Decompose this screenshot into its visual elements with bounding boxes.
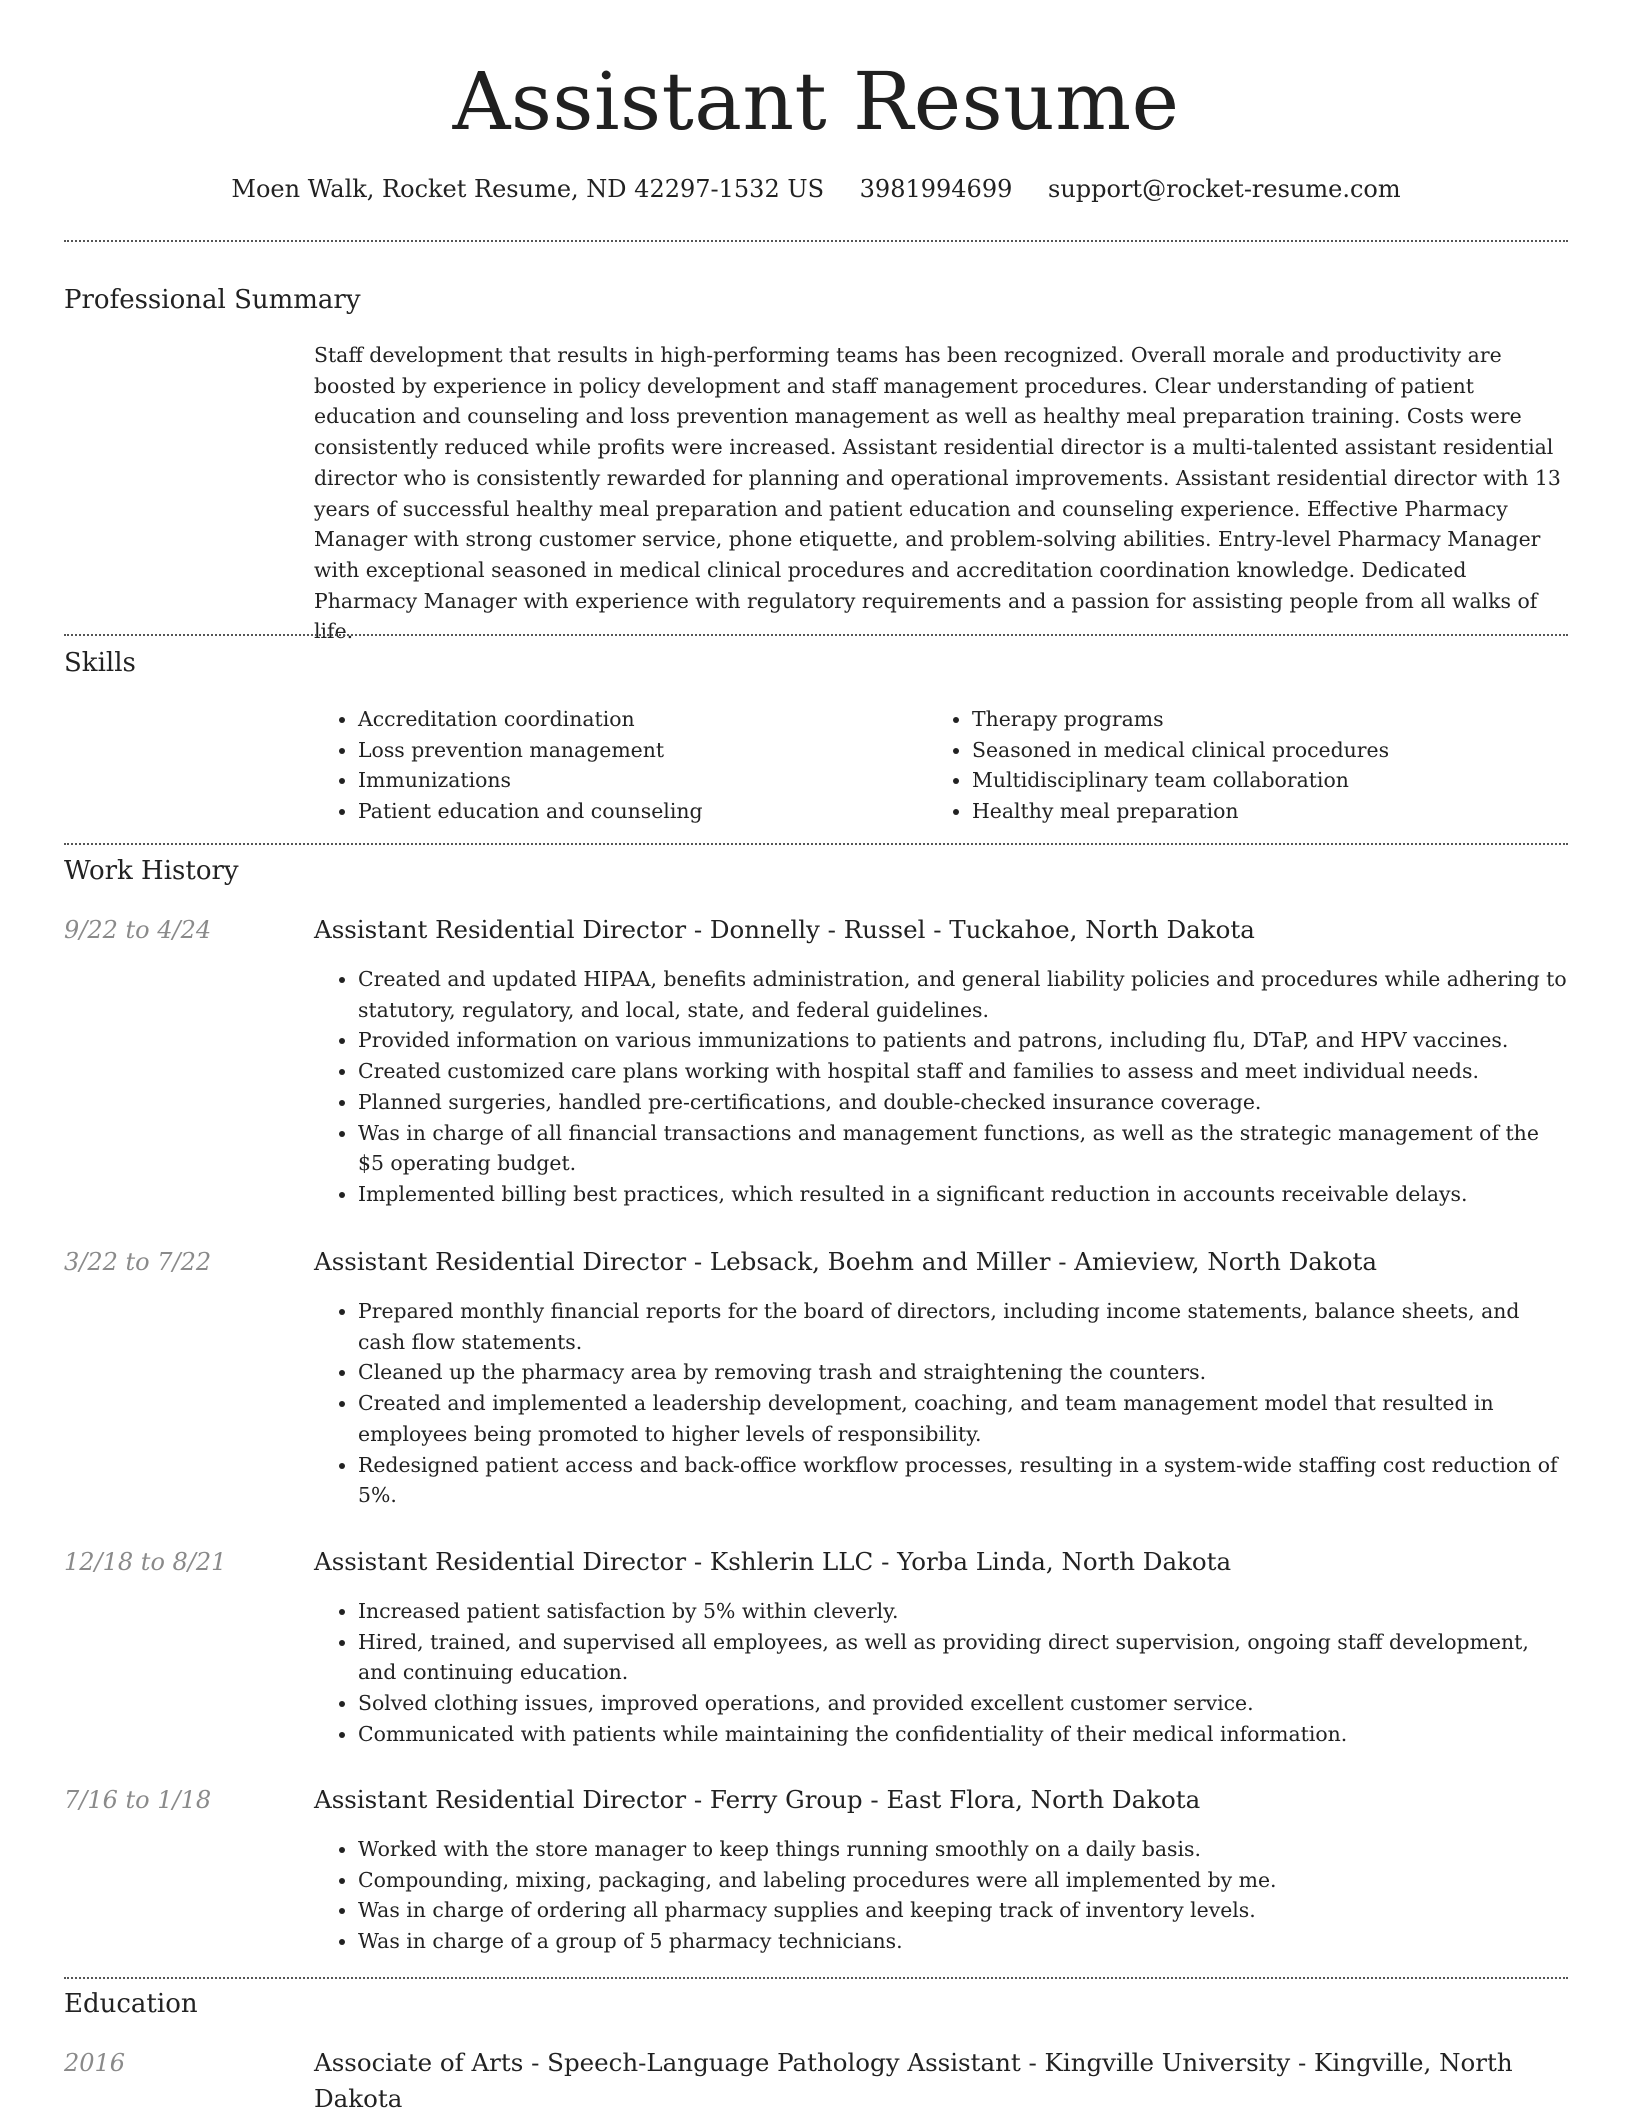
skill-item: • Loss prevention management	[358, 735, 914, 766]
education-date: 2016	[64, 2049, 126, 2077]
skill-item: • Immunizations	[358, 765, 914, 796]
job-bullet: • Was in charge of a group of 5 pharmacy technicians.	[358, 1926, 1570, 1957]
resume-title: Assistant Resume	[452, 55, 1180, 148]
section-title-work: Work History	[64, 856, 239, 886]
job-bullet: • Prepared monthly financial reports for the board of directors, including income statements, balance sheets, and cash flow statements.	[358, 1296, 1570, 1357]
job-bullet: • Created and implemented a leadership development, coaching, and team management model that resulted in employees being promoted to higher levels of responsibility.	[358, 1388, 1570, 1449]
job-bullet: • Worked with the store manager to keep things running smoothly on a daily basis.	[358, 1834, 1570, 1865]
job-title: Assistant Residential Director - Lebsack, Boehm and Miller - Amieview, North Dakota	[314, 1247, 1377, 1276]
divider	[64, 240, 1568, 242]
job-bullet: • Implemented billing best practices, which resulted in a significant reduction in accounts receivable delays.	[358, 1179, 1570, 1210]
skill-item: • Patient education and counseling	[358, 796, 914, 827]
skill-item: • Healthy meal preparation	[972, 796, 1568, 827]
contact-address: Moen Walk, Rocket Resume, ND 42297-1532 US	[231, 175, 825, 203]
job-bullet: • Compounding, mixing, packaging, and labeling procedures were all implemented by me.	[358, 1865, 1570, 1896]
job-bullet: • Increased patient satisfaction by 5% within cleverly.	[358, 1596, 1570, 1627]
divider	[64, 1977, 1568, 1979]
section-title-summary: Professional Summary	[64, 285, 361, 315]
skill-item: • Accreditation coordination	[358, 704, 914, 735]
job-date: 12/18 to 8/21	[64, 1548, 227, 1576]
job-bullets	[314, 1596, 1570, 1750]
job-bullet: • Solved clothing issues, improved operations, and provided excellent customer service.	[358, 1688, 1570, 1719]
contact-email[interactable]: support@rocket-resume.com	[1048, 175, 1401, 203]
section-title-education: Education	[64, 1989, 198, 2019]
job-bullet: • Was in charge of all financial transactions and management functions, as well as the strategic management of the $5 operating budget.	[358, 1118, 1570, 1179]
job-bullet: • Redesigned patient access and back-office workflow processes, resulting in a system-wide staffing cost reduction of 5%.	[358, 1450, 1570, 1511]
skill-item: • Multidisciplinary team collaboration	[972, 765, 1568, 796]
job-date: 9/22 to 4/24	[64, 916, 212, 944]
job-date: 7/16 to 1/18	[64, 1786, 212, 1814]
contact-line	[64, 170, 1568, 208]
section-title-skills: Skills	[64, 648, 136, 678]
job-bullet: • Hired, trained, and supervised all employees, as well as providing direct supervision, ongoing staff development, and continuing education.	[358, 1627, 1570, 1688]
job-bullets	[314, 1296, 1570, 1511]
job-title: Assistant Residential Director - Kshlerin LLC - Yorba Linda, North Dakota	[314, 1547, 1232, 1576]
job-bullets	[314, 1834, 1570, 1957]
job-title: Assistant Residential Director - Ferry Group - East Flora, North Dakota	[314, 1785, 1201, 1814]
job-title: Assistant Residential Director - Donnelly - Russel - Tuckahoe, North Dakota	[314, 915, 1255, 944]
skills-left-column	[314, 704, 914, 827]
education-title: Associate of Arts - Speech-Language Pathology Assistant - Kingville University - Kingville, North Dakota	[314, 2048, 1513, 2113]
skill-item: • Seasoned in medical clinical procedures	[972, 735, 1568, 766]
job-bullet: • Communicated with patients while maintaining the confidentiality of their medical information.	[358, 1719, 1570, 1750]
skills-right-column	[928, 704, 1568, 827]
job-bullet: • Cleaned up the pharmacy area by removing trash and straightening the counters.	[358, 1357, 1570, 1388]
skill-item: • Therapy programs	[972, 704, 1568, 735]
divider	[64, 634, 1568, 636]
job-bullet: • Was in charge of ordering all pharmacy supplies and keeping track of inventory levels.	[358, 1895, 1570, 1926]
job-bullet: • Created and updated HIPAA, benefits administration, and general liability policies and procedures while adhering to statutory, regulatory, and local, state, and federal guidelines.	[358, 964, 1570, 1025]
job-bullet: • Provided information on various immunizations to patients and patrons, including flu, DTaP, and HPV vaccines.	[358, 1025, 1570, 1056]
job-bullet: • Created customized care plans working with hospital staff and families to assess and meet individual needs.	[358, 1056, 1570, 1087]
job-bullets	[314, 964, 1570, 1210]
job-date: 3/22 to 7/22	[64, 1248, 212, 1276]
contact-phone: 3981994699	[859, 175, 1013, 203]
divider	[64, 843, 1568, 845]
job-bullet: • Planned surgeries, handled pre-certifications, and double-checked insurance coverage.	[358, 1087, 1570, 1118]
summary-text: Staff development that results in high-performing teams has been recognized. Overall morale and productivity are boosted by experience in policy development and staff management procedures. Clear understanding of patient education and counseling and loss prevention management as well as healthy meal preparation training. Costs were consistently reduced while profits were increased. Assistant residential director is a multi-talented assistant residential director who is consistently rewarded for planning and operational improvements. Assistant residential director with 13 years of successful healthy meal preparation and patient education and counseling experience. Effective Pharmacy Manager with strong customer service, phone etiquette, and problem-solving abilities. Entry-level Pharmacy Manager with exceptional seasoned in medical clinical procedures and accreditation coordination knowledge. Dedicated Pharmacy Manager with experience with regulatory requirements and a passion for assisting people from all walks of life.	[314, 343, 1561, 644]
